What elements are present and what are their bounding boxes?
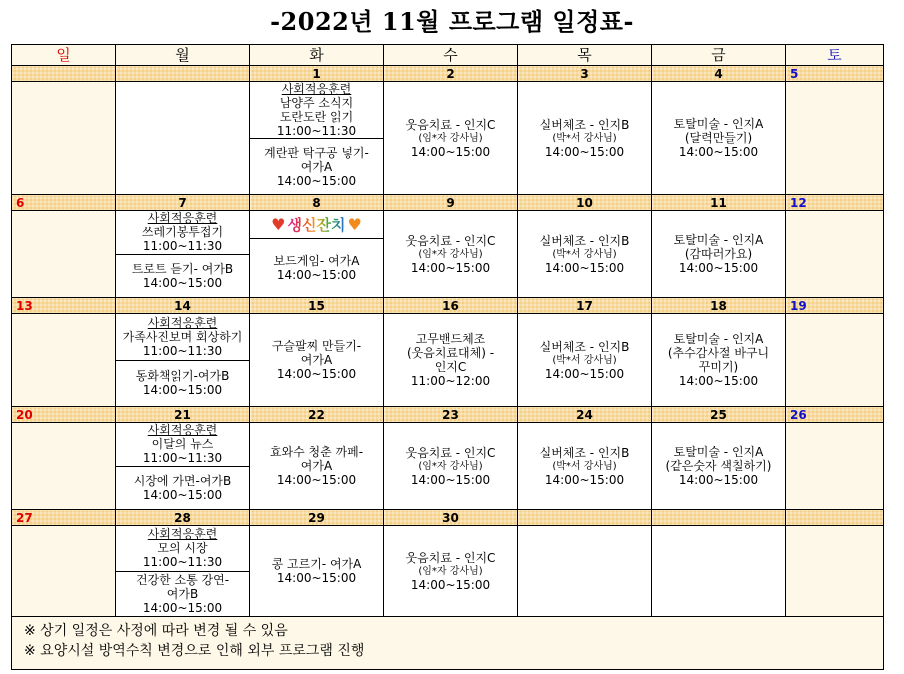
- program-line: 14:00~15:00: [142, 275, 223, 290]
- program-line: 11:00~12:00: [410, 374, 491, 388]
- program-line: 시장에 가면-여가B: [133, 473, 232, 488]
- page-title: -2022년 11월 프로그램 일정표-: [270, 7, 634, 36]
- program-line: 웃음치료 - 인지C: [405, 117, 496, 132]
- schedule-cell-sun: [12, 211, 116, 298]
- program-entry: [250, 526, 383, 616]
- date-cell-thu: 17: [518, 298, 652, 314]
- program-line: 사회적응훈련: [147, 527, 218, 542]
- program-entry: [384, 82, 517, 194]
- date-cell-thu: [518, 510, 652, 526]
- schedule-cell-sat: [786, 211, 884, 298]
- program-entry: [518, 423, 651, 509]
- program-entry: [250, 138, 383, 194]
- program-line: (달력만들기): [684, 131, 753, 145]
- date-cell-tue: 22: [250, 407, 384, 423]
- program-line: 11:00~11:30: [142, 555, 223, 570]
- date-row: [12, 298, 884, 314]
- program-line: 여가A: [300, 353, 333, 367]
- schedule-row: [12, 314, 884, 407]
- date-cell-fri: 4: [652, 66, 786, 82]
- schedule-cell-wed: [384, 211, 518, 298]
- program-entry: [116, 360, 249, 407]
- schedule-cell-thu: [518, 423, 652, 510]
- schedule-cell-wed: [384, 423, 518, 510]
- program-line: 14:00~15:00: [410, 577, 491, 592]
- schedule-cell-tue: [250, 423, 384, 510]
- program-line: 토탈미술 - 인지A: [673, 233, 764, 247]
- date-cell-wed: 9: [384, 195, 518, 211]
- program-line: 11:00~11:30: [142, 239, 223, 254]
- program-line: 14:00~15:00: [410, 472, 491, 487]
- program-line: 실버체조 - 인지B: [539, 339, 630, 354]
- heart-icon: ♥: [271, 215, 286, 234]
- schedule-cell-sat: [786, 526, 884, 617]
- program-line: 웃음치료 - 인지C: [405, 445, 496, 460]
- program-line: 여가A: [300, 159, 333, 174]
- program-line: 고무밴드체조: [415, 332, 486, 346]
- date-cell-mon: 21: [116, 407, 250, 423]
- weekday-fri: 금: [652, 45, 786, 66]
- schedule-row: [12, 526, 884, 617]
- program-line: 14:00~15:00: [142, 487, 223, 502]
- schedule-cell-thu: [518, 211, 652, 298]
- program-line: 여가A: [300, 459, 333, 473]
- program-line: 쓰레기봉투접기: [141, 225, 224, 240]
- schedule-cell-wed: [384, 82, 518, 195]
- program-line: (웃음치료대체) -: [406, 346, 495, 360]
- program-line: (임*자 강사님): [418, 132, 483, 144]
- birthday-party-label: 생신잔치: [287, 216, 346, 234]
- program-line: 14:00~15:00: [544, 472, 625, 487]
- date-cell-wed: 30: [384, 510, 518, 526]
- schedule-cell-tue: [250, 314, 384, 407]
- program-line: 모의 시장: [157, 541, 208, 556]
- date-row: [12, 195, 884, 211]
- program-line: 트로트 듣기- 여가B: [131, 261, 234, 276]
- schedule-cell-fri: [652, 423, 786, 510]
- date-cell-tue: 8: [250, 195, 384, 211]
- program-entry: [384, 211, 517, 297]
- program-entry: [116, 423, 249, 466]
- program-line: 사회적응훈련: [147, 423, 218, 438]
- program-line: 건강한 소통 강연-: [135, 572, 230, 587]
- date-row: [12, 66, 884, 82]
- schedule-cell-wed: [384, 526, 518, 617]
- program-line: 여가B: [166, 586, 199, 601]
- date-cell-tue: 15: [250, 298, 384, 314]
- program-line: 14:00~15:00: [678, 374, 759, 388]
- program-line: 계란판 탁구공 넣기-: [264, 145, 369, 160]
- program-line: 실버체조 - 인지B: [539, 445, 630, 460]
- schedule-cell-sat: [786, 314, 884, 407]
- schedule-cell-tue: [250, 526, 384, 617]
- schedule-cell-wed: [384, 314, 518, 407]
- schedule-cell-sun: [12, 82, 116, 195]
- program-line: (추수감사절 바구니: [667, 346, 770, 360]
- date-cell-fri: 11: [652, 195, 786, 211]
- date-cell-mon: [116, 66, 250, 82]
- calendar-table: [11, 44, 884, 670]
- date-cell-mon: 28: [116, 510, 250, 526]
- date-cell-sun: 20: [12, 407, 116, 423]
- program-line: 14:00~15:00: [410, 260, 491, 275]
- program-line: (임*자 강사님): [418, 460, 483, 472]
- program-line: 실버체조 - 인지B: [539, 117, 630, 132]
- date-cell-fri: [652, 510, 786, 526]
- program-line: 14:00~15:00: [544, 366, 625, 381]
- program-line: 14:00~15:00: [276, 473, 357, 487]
- program-line: 인지C: [434, 360, 467, 374]
- program-line: 14:00~15:00: [410, 144, 491, 159]
- birthday-party-banner: [250, 211, 383, 238]
- program-entry: [250, 314, 383, 406]
- date-cell-tue: 29: [250, 510, 384, 526]
- program-entry: [116, 526, 249, 571]
- schedule-row: [12, 211, 884, 298]
- schedule-cell-tue: [250, 82, 384, 195]
- date-cell-thu: 3: [518, 66, 652, 82]
- program-line: 14:00~15:00: [678, 473, 759, 487]
- weekday-wed: 수: [384, 45, 518, 66]
- program-entry: [116, 571, 249, 617]
- date-cell-thu: 10: [518, 195, 652, 211]
- program-entry: [652, 82, 785, 194]
- program-line: (박*서 강사님): [552, 354, 617, 366]
- program-line: 사회적응훈련: [281, 82, 352, 96]
- program-line: 사회적응훈련: [147, 211, 218, 226]
- weekday-header-row: [12, 45, 884, 66]
- program-entry: [652, 423, 785, 509]
- program-entry: [652, 314, 785, 406]
- program-line: 가족사진보며 회상하기: [122, 329, 243, 344]
- schedule-row: [12, 82, 884, 195]
- date-cell-wed: 23: [384, 407, 518, 423]
- date-cell-sat: 26: [786, 407, 884, 423]
- schedule-cell-fri: [652, 211, 786, 298]
- schedule-cell-sat: [786, 82, 884, 195]
- date-cell-wed: 2: [384, 66, 518, 82]
- schedule-cell-fri: [652, 526, 786, 617]
- program-entry: [652, 211, 785, 297]
- schedule-cell-tue: [250, 211, 384, 298]
- date-cell-mon: 14: [116, 298, 250, 314]
- program-line: 콩 고르기- 여가A: [271, 557, 362, 571]
- program-entry: [116, 466, 249, 510]
- program-line: 웃음치료 - 인지C: [405, 550, 496, 565]
- date-cell-tue: 1: [250, 66, 384, 82]
- schedule-cell-thu: [518, 526, 652, 617]
- date-cell-fri: 18: [652, 298, 786, 314]
- schedule-row: [12, 423, 884, 510]
- date-cell-sat: 19: [786, 298, 884, 314]
- date-row: [12, 510, 884, 526]
- program-line: (같은숫자 색칠하기): [665, 459, 772, 473]
- program-line: 11:00~11:30: [142, 451, 223, 466]
- program-line: 14:00~15:00: [142, 600, 223, 615]
- schedule-cell-thu: [518, 314, 652, 407]
- program-line: 구슬팔찌 만들기-: [271, 339, 362, 353]
- program-line: (박*서 강사님): [552, 132, 617, 144]
- program-line: 14:00~15:00: [678, 145, 759, 159]
- program-entry: [116, 314, 249, 360]
- date-cell-sun: [12, 66, 116, 82]
- date-cell-sat: 12: [786, 195, 884, 211]
- program-line: 실버체조 - 인지B: [539, 233, 630, 248]
- program-line: 14:00~15:00: [142, 383, 223, 398]
- date-cell-wed: 16: [384, 298, 518, 314]
- program-line: (박*서 강사님): [552, 460, 617, 472]
- program-line: 14:00~15:00: [276, 367, 357, 381]
- schedule-cell-sun: [12, 423, 116, 510]
- program-entry: [116, 211, 249, 254]
- weekday-mon: 월: [116, 45, 250, 66]
- date-cell-sun: 13: [12, 298, 116, 314]
- program-line: 이달의 뉴스: [151, 437, 214, 452]
- program-line: 꾸미기): [698, 360, 739, 374]
- program-entry: [518, 82, 651, 194]
- weekday-sat: 토: [786, 45, 884, 66]
- program-entry: [250, 238, 383, 297]
- schedule-cell-fri: [652, 314, 786, 407]
- program-line: (임*자 강사님): [418, 565, 483, 577]
- program-line: 14:00~15:00: [544, 144, 625, 159]
- program-line: 사회적응훈련: [147, 315, 218, 330]
- program-entry: [384, 423, 517, 509]
- date-cell-mon: 7: [116, 195, 250, 211]
- program-line: (임*자 강사님): [418, 248, 483, 260]
- program-line: 토탈미술 - 인지A: [673, 332, 764, 346]
- schedule-cell-mon: [116, 82, 250, 195]
- program-line: (박*서 강사님): [552, 248, 617, 260]
- program-line: 11:00~11:30: [142, 343, 223, 358]
- weekday-thu: 목: [518, 45, 652, 66]
- program-line: 14:00~15:00: [276, 571, 357, 585]
- program-entry: [384, 526, 517, 616]
- date-cell-thu: 24: [518, 407, 652, 423]
- program-entry: [518, 211, 651, 297]
- schedule-cell-mon: [116, 423, 250, 510]
- program-entry: [116, 254, 249, 298]
- weekday-sun: 일: [12, 45, 116, 66]
- program-line: 14:00~15:00: [678, 261, 759, 275]
- program-line: 웃음치료 - 인지C: [405, 233, 496, 248]
- program-line: 14:00~15:00: [276, 173, 357, 188]
- note-line: ※ 상기 일정은 사정에 따라 변경 될 수 있음: [24, 623, 288, 639]
- notes-row: [12, 617, 884, 670]
- schedule-cell-sun: [12, 314, 116, 407]
- schedule-cell-mon: [116, 314, 250, 407]
- schedule-cell-sun: [12, 526, 116, 617]
- program-line: 동화책읽기-여가B: [135, 369, 230, 384]
- program-entry: [250, 423, 383, 509]
- program-line: 14:00~15:00: [544, 260, 625, 275]
- date-cell-sat: 5: [786, 66, 884, 82]
- program-line: 보드게임- 여가A: [273, 254, 360, 268]
- schedule-cell-mon: [116, 211, 250, 298]
- program-line: 효와수 청춘 까페-: [269, 445, 364, 459]
- schedule-cell-fri: [652, 82, 786, 195]
- program-line: (감따러가요): [684, 247, 753, 261]
- date-cell-sat: [786, 510, 884, 526]
- program-entry: [518, 314, 651, 406]
- program-line: 남양주 소식지: [279, 96, 354, 110]
- program-entry: [384, 314, 517, 406]
- program-line: 토탈미술 - 인지A: [673, 445, 764, 459]
- date-cell-fri: 25: [652, 407, 786, 423]
- program-line: 도란도란 읽기: [279, 110, 354, 124]
- program-line: 11:00~11:30: [276, 124, 357, 138]
- program-line: 14:00~15:00: [276, 268, 357, 282]
- program-entry: [250, 82, 383, 138]
- weekday-tue: 화: [250, 45, 384, 66]
- heart-icon: ♥: [347, 215, 362, 234]
- program-line: 토탈미술 - 인지A: [673, 117, 764, 131]
- schedule-cell-sat: [786, 423, 884, 510]
- schedule-cell-thu: [518, 82, 652, 195]
- notes-cell: [12, 617, 884, 670]
- date-cell-sun: 6: [12, 195, 116, 211]
- date-row: [12, 407, 884, 423]
- note-line: ※ 요양시설 방역수칙 변경으로 인해 외부 프로그램 진행: [24, 643, 365, 659]
- date-cell-sun: 27: [12, 510, 116, 526]
- schedule-cell-mon: [116, 526, 250, 617]
